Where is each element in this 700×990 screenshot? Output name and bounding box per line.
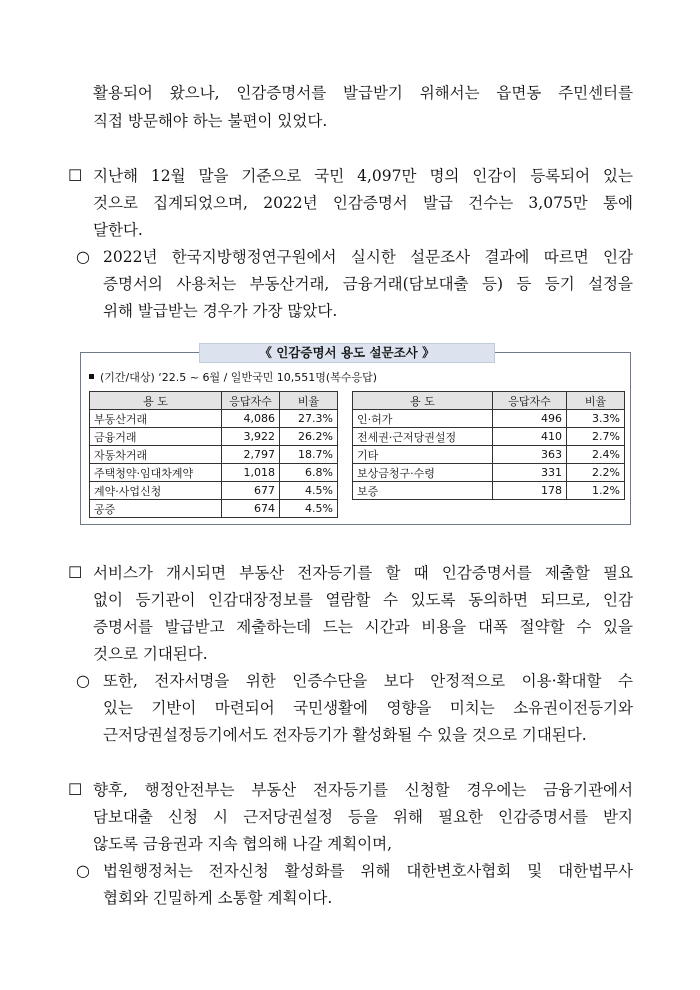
- cell-use: 공증: [90, 500, 222, 518]
- cell-ratio: 2.2%: [567, 464, 625, 482]
- cell-use: 보상금청구·수령: [353, 464, 493, 482]
- survey-title: 《 인감증명서 용도 설문조사 》: [199, 343, 495, 363]
- survey-box: [80, 345, 631, 525]
- table-row: [353, 482, 625, 500]
- cell-use: 인·허가: [353, 410, 493, 428]
- p1-sub-line-3: 위해 발급받는 경우가 가장 많았다.: [103, 302, 338, 320]
- cell-use: 계약·사업신청: [90, 482, 222, 500]
- p2-sub-line-1: 또한, 전자서명을 위한 인증수단을 보다 안정적으로 이용·확대할 수: [103, 672, 633, 690]
- cell-count: 3,922: [222, 428, 280, 446]
- table-row: [90, 482, 338, 500]
- p1-line-3: 달한다.: [93, 221, 143, 239]
- cell-ratio: 1.2%: [567, 482, 625, 500]
- square-bullet-icon: [89, 374, 94, 379]
- survey-table-left: [89, 391, 338, 518]
- header-count: 응답자수: [222, 392, 280, 410]
- header-ratio: 비율: [280, 392, 338, 410]
- p1-line-2: 것으로 집계되었으며, 2022년 인감증명서 발급 건수는 3,075만 통에: [93, 194, 633, 212]
- square-bullet-icon: ☐: [68, 166, 83, 185]
- cell-use: 기타: [353, 446, 493, 464]
- p3-sub-line-2: 협회와 긴밀하게 소통할 계획이다.: [103, 889, 333, 907]
- cell-ratio: 4.5%: [280, 482, 338, 500]
- cell-use: 금융거래: [90, 428, 222, 446]
- square-bullet-icon: ☐: [68, 780, 83, 799]
- table-header-row: [353, 392, 625, 410]
- p2-line-3: 증명서를 발급받고 제출하는데 드는 시간과 비용을 대폭 절약할 수 있을: [93, 618, 633, 636]
- circle-bullet-icon: ○: [76, 861, 90, 880]
- p1-sub-line-1: 2022년 한국지방행정연구원에서 실시한 설문조사 결과에 따르면 인감: [103, 248, 633, 266]
- cell-ratio: 4.5%: [280, 500, 338, 518]
- p2-sub-line-2: 있는 기반이 마련되어 국민생활에 영향을 미치는 소유권이전등기와: [103, 699, 633, 717]
- table-row: [90, 464, 338, 482]
- header-use: 용 도: [353, 392, 493, 410]
- survey-table-right: [352, 391, 625, 500]
- p1-line-1: 지난해 12월 말을 기준으로 국민 4,097만 명의 인감이 등록되어 있는: [93, 167, 633, 185]
- cell-count: 178: [493, 482, 567, 500]
- cell-count: 4,086: [222, 410, 280, 428]
- p3-line-2: 담보대출 신청 시 근저당권설정 등을 위해 필요한 인감증명서를 받지: [93, 808, 633, 826]
- cell-count: 2,797: [222, 446, 280, 464]
- cell-count: 1,018: [222, 464, 280, 482]
- cell-ratio: 27.3%: [280, 410, 338, 428]
- cell-use: 자동차거래: [90, 446, 222, 464]
- header-count: 응답자수: [493, 392, 567, 410]
- cell-count: 674: [222, 500, 280, 518]
- table-header-row: [90, 392, 338, 410]
- survey-period: [89, 370, 377, 386]
- table-row: [90, 410, 338, 428]
- table-row: [90, 428, 338, 446]
- cell-count: 410: [493, 428, 567, 446]
- header-ratio: 비율: [567, 392, 625, 410]
- p2-line-4: 것으로 기대된다.: [93, 645, 208, 663]
- header-use: 용 도: [90, 392, 222, 410]
- table-row: [353, 428, 625, 446]
- cell-use: 전세권·근저당권설정: [353, 428, 493, 446]
- square-bullet-icon: ☐: [68, 563, 83, 582]
- cell-ratio: 3.3%: [567, 410, 625, 428]
- cell-use: 부동산거래: [90, 410, 222, 428]
- cell-use: 보증: [353, 482, 493, 500]
- cell-ratio: 2.4%: [567, 446, 625, 464]
- survey-period-text: (기간/대상) ‘22.5 ~ 6월 / 일반국민 10,551명(복수응답): [100, 371, 378, 384]
- intro-line-2: 직접 방문해야 하는 불편이 있었다.: [93, 112, 328, 130]
- cell-ratio: 2.7%: [567, 428, 625, 446]
- circle-bullet-icon: ○: [76, 671, 90, 690]
- cell-count: 496: [493, 410, 567, 428]
- cell-count: 363: [493, 446, 567, 464]
- circle-bullet-icon: ○: [76, 247, 90, 266]
- intro-line-1: 활용되어 왔으나, 인감증명서를 발급받기 위해서는 읍면동 주민센터를: [93, 84, 633, 102]
- cell-count: 331: [493, 464, 567, 482]
- cell-ratio: 26.2%: [280, 428, 338, 446]
- p3-line-1: 향후, 행정안전부는 부동산 전자등기를 신청할 경우에는 금융기관에서: [93, 781, 633, 799]
- cell-count: 677: [222, 482, 280, 500]
- p2-line-1: 서비스가 개시되면 부동산 전자등기를 할 때 인감증명서를 제출할 필요: [93, 564, 633, 582]
- p1-sub-line-2: 증명서의 사용처는 부동산거래, 금융거래(담보대출 등) 등 등기 설정을: [103, 275, 633, 293]
- table-row: [90, 500, 338, 518]
- table-row: [353, 410, 625, 428]
- p2-line-2: 없이 등기관이 인감대장정보를 열람할 수 있도록 동의하면 되므로, 인감: [93, 591, 633, 609]
- cell-ratio: 18.7%: [280, 446, 338, 464]
- p2-sub-line-3: 근저당권설정등기에서도 전자등기가 활성화될 수 있을 것으로 기대된다.: [103, 726, 587, 744]
- p3-sub-line-1: 법원행정처는 전자신청 활성화를 위해 대한변호사협회 및 대한법무사: [103, 862, 633, 880]
- table-row: [353, 464, 625, 482]
- p3-line-3: 않도록 금융권과 지속 협의해 나갈 계획이며,: [93, 835, 393, 853]
- cell-use: 주택청약·임대차계약: [90, 464, 222, 482]
- table-row: [353, 446, 625, 464]
- cell-ratio: 6.8%: [280, 464, 338, 482]
- table-row: [90, 446, 338, 464]
